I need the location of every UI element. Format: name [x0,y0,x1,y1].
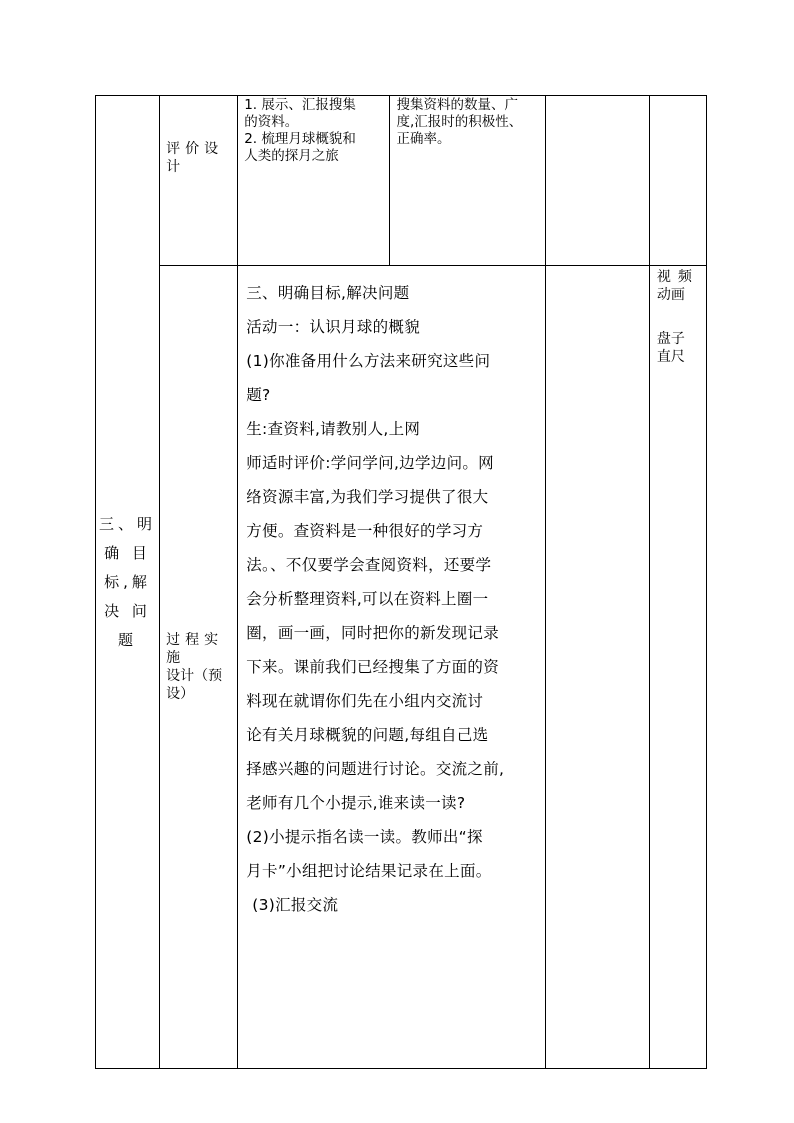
content-line: 生:查资料,请教别人,上网 [246,420,421,438]
content-line: 料现在就谓你们先在小组内交流讨 [246,692,484,710]
evaluation-criteria-line: 正确率。 [396,131,451,147]
evaluation-content-line: 1. 展示、汇报搜集 [244,97,356,113]
stage-cell [96,96,160,1069]
lesson-plan-table [95,95,707,1069]
content-line: 老师有几个小提示,谁来读一读? [246,794,466,812]
stage-line: 题 [118,630,138,649]
process-content [238,266,545,1069]
evaluation-content-line: 人类的探月之旅 [244,148,339,164]
content-line: 师适时评价:学问学问,边学边问。网 [246,454,494,472]
content-line: 方便。查资料是一种很好的学习方 [246,522,484,540]
empty-cell [545,266,649,1069]
content-line: (1)你准备用什么方法来研究这些问 [246,352,491,370]
resource-line: 盘子 [656,331,685,347]
resource-line: 动画 [656,287,685,303]
evaluation-content-line: 的资料。 [244,114,299,130]
process-label-line: 设计（预 [166,668,223,684]
content-line: (3)汇报交流 [252,896,339,914]
process-label [160,266,238,1069]
process-label-line: 过程实施 [166,632,224,666]
content-line: 题? [246,386,271,404]
stage-line: 确 目 [104,543,151,562]
resource-line: 视频 [656,269,699,285]
empty-cell [545,96,649,266]
process-row [96,266,707,1069]
resource-line: 直尺 [656,349,685,365]
stage-line: 标,解 [104,572,151,591]
process-label-line: 设） [166,686,195,702]
resources-cell [649,266,706,1069]
evaluation-content [238,96,390,266]
evaluation-criteria-line: 度,汇报时的积极性、 [396,114,523,130]
empty-cell [649,96,706,266]
content-line: 会分析整理资料,可以在资料上圈一 [246,590,489,608]
content-line: 月卡”小组把讨论结果记录在上面。 [246,862,492,880]
stage-line: 三、明 [99,514,157,533]
content-line: 择感兴趣的问题进行讨论。交流之前, [246,760,505,778]
evaluation-label: 评价设计 [160,96,238,266]
content-line: 下来。课前我们已经搜集了方面的资 [246,658,500,676]
evaluation-criteria [390,96,545,266]
evaluation-criteria-line: 搜集资料的数量、广 [396,97,518,113]
stage-line: 决 问 [104,601,151,620]
evaluation-row [96,96,707,266]
evaluation-content-line: 2. 梳理月球概貌和 [244,131,356,147]
content-line: 圈，画一画，同时把你的新发现记录 [246,624,500,642]
content-line: 络资源丰富,为我们学习提供了很大 [246,488,489,506]
content-line: 三、明确目标,解决问题 [246,284,410,302]
content-line: 法。、不仅要学会查阅资料，还要学 [246,556,492,574]
content-line: (2)小提示指名读一读。教师出“探 [246,828,483,846]
content-line: 论有关月球概貌的问题,每组自己选 [246,726,489,744]
content-line: 活动一：认识月球的概貌 [246,318,421,336]
